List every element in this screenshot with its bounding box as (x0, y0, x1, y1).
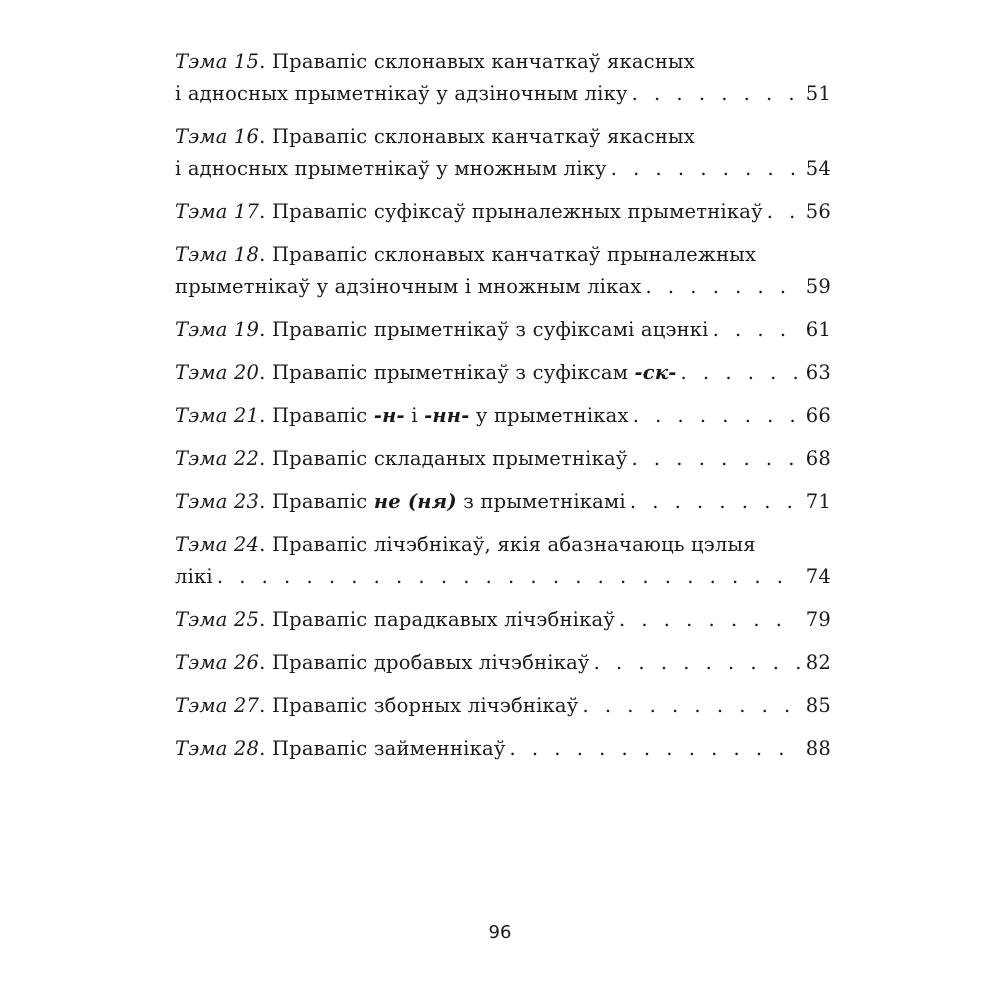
topic-number: Тэма 18 (175, 243, 260, 266)
toc-entry[interactable] (175, 400, 831, 434)
dot-leader (582, 690, 799, 722)
toc-entry[interactable] (175, 46, 831, 112)
toc-entry[interactable] (175, 529, 831, 595)
toc-entry[interactable] (175, 314, 831, 348)
topic-number: Тэма 25 (175, 608, 260, 631)
dot-leader (646, 271, 800, 303)
toc-line (175, 314, 831, 348)
topic-separator: . (259, 533, 272, 556)
topic-separator: . (259, 318, 272, 341)
page-ref: 51 (805, 82, 831, 105)
title-text: Правапіс прыметнікаў з суфіксам (271, 361, 635, 384)
toc-entry[interactable] (175, 121, 831, 187)
suffix-emphasis: -ск- (634, 361, 677, 384)
page-ref: 68 (805, 447, 831, 470)
table-of-contents (175, 46, 831, 776)
dot-leader (681, 357, 800, 389)
page-ref: 88 (805, 737, 831, 760)
topic-title: Правапіс прыметнікаў з суфіксамі ацэнкі (271, 318, 709, 341)
topic-title: Правапіс складаных прыметнікаў (271, 447, 628, 470)
topic-number: Тэма 28 (175, 737, 260, 760)
topic-number: Тэма 27 (175, 694, 260, 717)
dot-leader (217, 561, 800, 593)
page-ref: 74 (805, 565, 831, 588)
toc-line (175, 78, 831, 112)
topic-title-continued: прыметнікаў у адзіночным і множным ліках (175, 275, 642, 298)
topic-number: Тэма 15 (175, 50, 260, 73)
topic-number: Тэма 16 (175, 125, 260, 148)
topic-separator: . (259, 404, 272, 427)
topic-separator: . (259, 200, 272, 223)
topic-title: Правапіс склонавых канчаткаў якасных (271, 50, 695, 73)
toc-line (175, 239, 831, 271)
topic-separator: . (259, 50, 272, 73)
topic-separator: . (259, 694, 272, 717)
dot-leader (630, 486, 800, 518)
topic-title (272, 486, 626, 518)
toc-line (175, 46, 831, 78)
page-ref: 82 (805, 651, 831, 674)
topic-title (272, 357, 677, 389)
topic-separator: . (259, 651, 272, 674)
page-ref: 71 (805, 490, 831, 513)
page-ref: 61 (805, 318, 831, 341)
topic-number: Тэма 23 (175, 490, 260, 513)
title-text: Правапіс (271, 404, 374, 427)
toc-entry[interactable] (175, 647, 831, 681)
topic-title-continued: і адносных прыметнікаў у адзіночным ліку (175, 82, 628, 105)
dot-leader (632, 78, 800, 110)
toc-entry[interactable] (175, 239, 831, 305)
dot-leader (619, 604, 800, 636)
title-text: і (404, 404, 425, 427)
particle-emphasis: не (ня) (373, 490, 457, 513)
topic-number: Тэма 19 (175, 318, 260, 341)
toc-entry[interactable] (175, 733, 831, 767)
dot-leader (611, 153, 800, 185)
page-ref: 79 (805, 608, 831, 631)
title-text: Правапіс (271, 490, 374, 513)
topic-title-continued: лікі (175, 565, 213, 588)
topic-separator: . (259, 737, 272, 760)
topic-title: Правапіс дробавых лічэбнікаў (271, 651, 590, 674)
topic-title: Правапіс склонавых канчаткаў якасных (271, 125, 695, 148)
toc-line (175, 400, 831, 434)
topic-separator: . (259, 125, 272, 148)
toc-line (175, 529, 831, 561)
toc-line (175, 443, 831, 477)
toc-entry[interactable] (175, 604, 831, 638)
toc-line (175, 604, 831, 638)
page-number: 96 (488, 922, 512, 943)
toc-entry[interactable] (175, 486, 831, 520)
dot-leader (767, 196, 800, 228)
topic-number: Тэма 21 (175, 404, 260, 427)
page-ref: 56 (805, 200, 831, 223)
dot-leader (713, 314, 800, 346)
page-ref: 54 (805, 157, 831, 180)
topic-title: Правапіс суфіксаў прыналежных прыметнікаў (271, 200, 763, 223)
topic-title: Правапіс склонавых канчаткаў прыналежных (271, 243, 757, 266)
topic-number: Тэма 26 (175, 651, 260, 674)
dot-leader (510, 733, 800, 765)
toc-entry[interactable] (175, 443, 831, 477)
toc-line (175, 561, 831, 595)
topic-title: Правапіс зборных лічэбнікаў (271, 694, 579, 717)
topic-number: Тэма 22 (175, 447, 260, 470)
suffix-emphasis: -н- (373, 404, 405, 427)
title-text: у прыметніках (469, 404, 629, 427)
dot-leader (632, 443, 800, 475)
suffix-emphasis: -нн- (424, 404, 470, 427)
topic-separator: . (259, 243, 272, 266)
toc-line (175, 690, 831, 724)
page-ref: 59 (805, 275, 831, 298)
topic-separator: . (259, 608, 272, 631)
title-text: з прыметнікамі (456, 490, 626, 513)
toc-line (175, 357, 831, 391)
topic-number: Тэма 17 (175, 200, 260, 223)
topic-title: Правапіс парадкавых лічэбнікаў (271, 608, 615, 631)
toc-line (175, 647, 831, 681)
toc-entry[interactable] (175, 196, 831, 230)
topic-separator: . (259, 361, 272, 384)
toc-line (175, 153, 831, 187)
topic-number: Тэма 24 (175, 533, 260, 556)
dot-leader (633, 400, 800, 432)
topic-number: Тэма 20 (175, 361, 260, 384)
dot-leader (594, 647, 800, 679)
toc-line (175, 196, 831, 230)
toc-line (175, 271, 831, 305)
topic-separator: . (259, 490, 272, 513)
toc-line (175, 733, 831, 767)
topic-title: Правапіс лічэбнікаў, якія абазначаюць цэлыя (271, 533, 756, 556)
toc-line (175, 121, 831, 153)
page-ref: 66 (805, 404, 831, 427)
topic-title-continued: і адносных прыметнікаў у множным ліку (175, 157, 607, 180)
topic-title (272, 400, 629, 432)
page-ref: 85 (805, 694, 831, 717)
page-ref: 63 (805, 361, 831, 384)
toc-entry[interactable] (175, 690, 831, 724)
topic-separator: . (259, 447, 272, 470)
topic-title: Правапіс займеннікаў (271, 737, 506, 760)
toc-line (175, 486, 831, 520)
toc-entry[interactable] (175, 357, 831, 391)
